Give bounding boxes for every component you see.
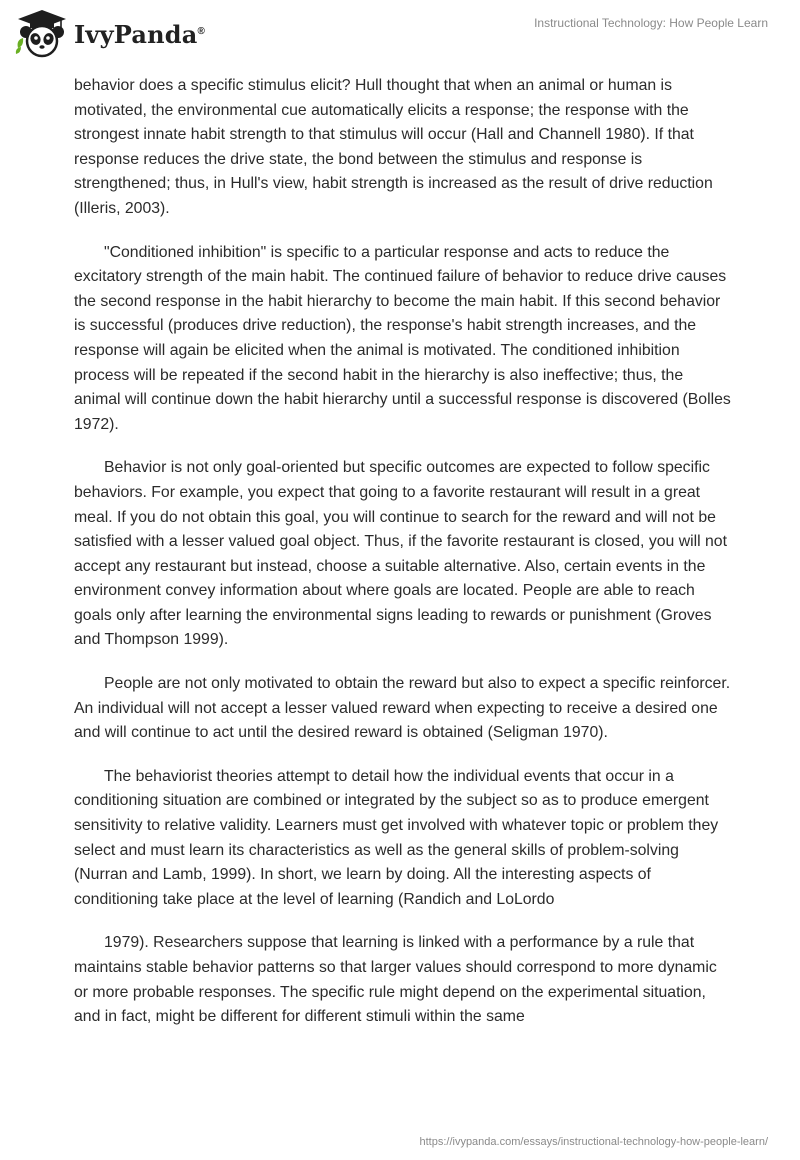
panda-graduate-icon	[14, 8, 70, 60]
logo-registered-mark: ®	[197, 25, 206, 37]
logo-name: IvyPanda	[74, 19, 198, 49]
paragraph: The behaviorist theories attempt to detail how the individual events that occur in a conditioning situation are combined or integrated by the subject so as to produce emergent sensitivity to relative validity. Learners must get involved with whatever topic or problem they select and must learn its characteristics as well as the general skills of problem-solving (Nurran and Lamb, 1999). In short, we learn by doing. All the interesting aspects of conditioning take place at the level of learning (Randich and LoLordo	[74, 767, 719, 908]
paragraph: 1979). Researchers suppose that learning is linked with a performance by a rule that maintains stable behavior patterns so that larger values should correspond to more dynamic or more probable responses. The specific rule might depend on the experimental situation, and in fact, might be different for different stimuli within the same	[74, 934, 717, 1026]
paragraph: "Conditioned inhibition" is specific to a particular response and acts to reduce the excitatory strength of the main habit. The continued failure of behavior to reduce drive causes the second response in the habit hierarchy to become the main habit. If this second behavior is successful (produces drive reduction), the response's habit strength increases, and the response will again be elicited when the animal is motivated. The conditioned inhibition process will be repeated if the second habit in the hierarchy is also ineffective; thus, the animal will continue down the habit hierarchy until a successful response is discovered (Bolles 1972).	[74, 243, 731, 433]
source-url[interactable]: https://ivypanda.com/essays/instructional-technology-how-people-learn/	[419, 1136, 768, 1148]
ivypanda-logo[interactable]	[14, 8, 205, 60]
logo-wordmark	[74, 20, 205, 49]
paragraph: behavior does a specific stimulus elicit? Hull thought that when an animal or human is motivated, the environmental cue automatically elicits a response; the response with the strongest innate habit strength to that stimulus will occur (Hall and Channell 1980). If that response reduces the drive state, the bond between the stimulus and response is strengthened; thus, in Hull's view, habit strength is increased as the result of drive reduction (Illeris, 2003).	[74, 77, 713, 217]
paragraph: People are not only motivated to obtain the reward but also to expect a specific reinforcer. An individual will not accept a lesser valued reward when expecting to receive a desired one and will continue to act until the desired reward is obtained (Seligman 1970).	[74, 675, 731, 742]
document-title: Instructional Technology: How People Learn	[534, 16, 768, 30]
essay-body	[74, 74, 734, 1049]
page-header	[0, 0, 800, 68]
paragraph: Behavior is not only goal-oriented but specific outcomes are expected to follow specific behaviors. For example, you expect that going to a favorite restaurant will result in a great meal. If you do not obtain this goal, you will continue to search for the reward and will not be satisfied with a lesser valued goal object. Thus, if the favorite restaurant is closed, you will not accept any restaurant but instead, choose a suitable alternative. Also, certain events in the environment convey information about where goals are located. People are able to reach goals only after learning the environmental signs leading to rewards or punishment (Groves and Thompson 1999).	[74, 459, 727, 649]
